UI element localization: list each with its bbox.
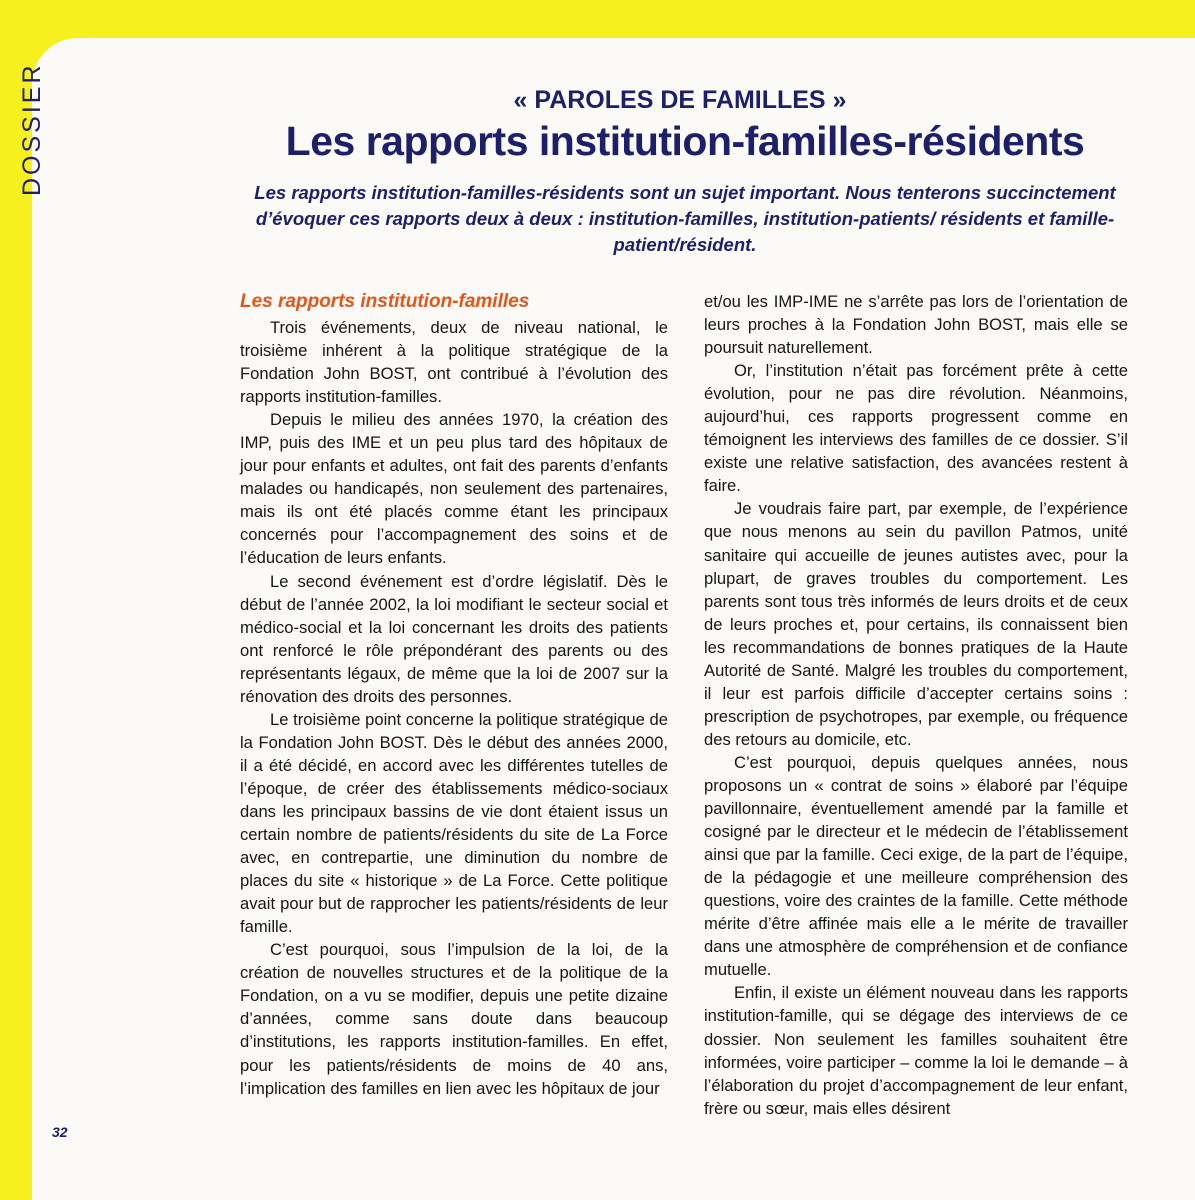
paragraph: C’est pourquoi, depuis quelques années, nous proposons un « contrat de soins » élaboré par l’équipe pavillonnaire, éventuellement amendé par la famille et cosigné par le directeur et le médecin de l’établissement ainsi que par la famille. Ceci exige, de la part de l’équipe, de la pédagogie et une meilleure compréhension des questions, voire des craintes de la famille. Cette méthode mérite d’être affinée mais elle a le mérite de travailler dans une atmosphère de compréhension et de confiance mutuelle. (704, 752, 1128, 980)
right-column (704, 290, 1128, 1120)
article-title: Les rapports institution-familles-résidents (285, 118, 1085, 164)
dossier-sidebar-label: DOSSIER (18, 62, 46, 196)
paragraph: et/ou les IMP-IME ne s’arrête pas lors de l’orientation de leurs proches à la Fondation John BOST, mais elle se poursuit naturellement. (704, 292, 1128, 358)
paragraph: Le second événement est d’ordre législatif. Dès le début de l’année 2002, la loi modifiant le secteur social et médico-social et la loi concernant les droits des patients ont renforcé le rôle prépondérant des parents ou des représentants légaux, de même que la loi de 2007 sur la rénovation des droits des personnes. (240, 571, 668, 706)
paragraph: C’est pourquoi, sous l’impulsion de la loi, de la création de nouvelles structures et de la politique de la Fondation, on a vu se modifier, depuis une petite dizaine d’années, comme sans doute dans beaucoup d’institutions, les rapports institution-familles. En effet, pour les patients/résidents de moins de 40 ans, l’implication des familles en lien avec les hôpitaux de jour (240, 940, 668, 1098)
paragraph: Or, l’institution n’était pas forcément prête à cette évolution, pour ne pas dire révolution. Néanmoins, aujourd’hui, ces rapports progressent comme en témoignent les interviews des familles de ce dossier. S’il existe une relative satisfaction, des avancées restent à faire. (704, 361, 1128, 496)
paragraph: Trois événements, deux de niveau national, le troisième inhérent à la politique stratégique de la Fondation John BOST, ont contribué à l’évolution des rapports institution-familles. (240, 318, 668, 407)
article-lead: Les rapports institution-familles-résidents sont un sujet important. Nous tenterons succinctement d’évoquer ces rapports deux à deux : institution-familles, institution-patients/ résidents et famille-patient/résident. (254, 182, 1116, 255)
page-number: 32 (52, 1124, 68, 1140)
paragraph: Je voudrais faire part, par exemple, de l’expérience que nous menons au sein du pavillon Patmos, unité sanitaire qui accueille de jeunes autistes avec, pour la plupart, de graves troubles du comportement. Les parents sont tous très informés de leurs droits et de ceux de leurs proches et, pour certains, ils connaissent bien les recommandations de bonnes pratiques de la Haute Autorité de Santé. Malgré les troubles du comportement, il leur est parfois difficile d’accepter certains soins : prescription de psychotropes, par exemple, ou fréquence des retours au domicile, etc. (704, 499, 1128, 749)
paragraph: Depuis le milieu des années 1970, la création des IMP, puis des IME et un peu plus tard des hôpitaux de jour pour enfants et adultes, ont fait des parents d’enfants malades ou handicapés, non seulement des partenaires, mais ils ont été placés comme étant les principaux concernés pour l’accompagnement des soins et de l’éducation de leurs enfants. (240, 410, 668, 568)
left-column (240, 290, 668, 1100)
section-heading: Les rapports institution-familles (240, 291, 530, 312)
paragraph: Le troisième point concerne la politique stratégique de la Fondation John BOST. Dès le début des années 2000, il a été décidé, en accord avec les différentes tutelles de l’époque, de créer des établissements médico-sociaux dans les principaux bassins de vie dont étaient issus un certain nombre de patients/résidents du site de La Force avec, en contrepartie, une diminution du nombre de places du site « historique » de La Force. Cette politique avait pour but de rapprocher les patients/résidents de leur famille. (240, 709, 668, 937)
article-kicker: « PAROLES DE FAMILLES » (513, 86, 847, 114)
paragraph: Enfin, il existe un élément nouveau dans les rapports institution-famille, qui se dégage des interviews de ce dossier. Non seulement les familles souhaitent être informées, voire participer – comme la loi le demande – à l’élaboration du projet d’accompagnement de leur enfant, frère ou sœur, mais elles désirent (704, 983, 1128, 1118)
